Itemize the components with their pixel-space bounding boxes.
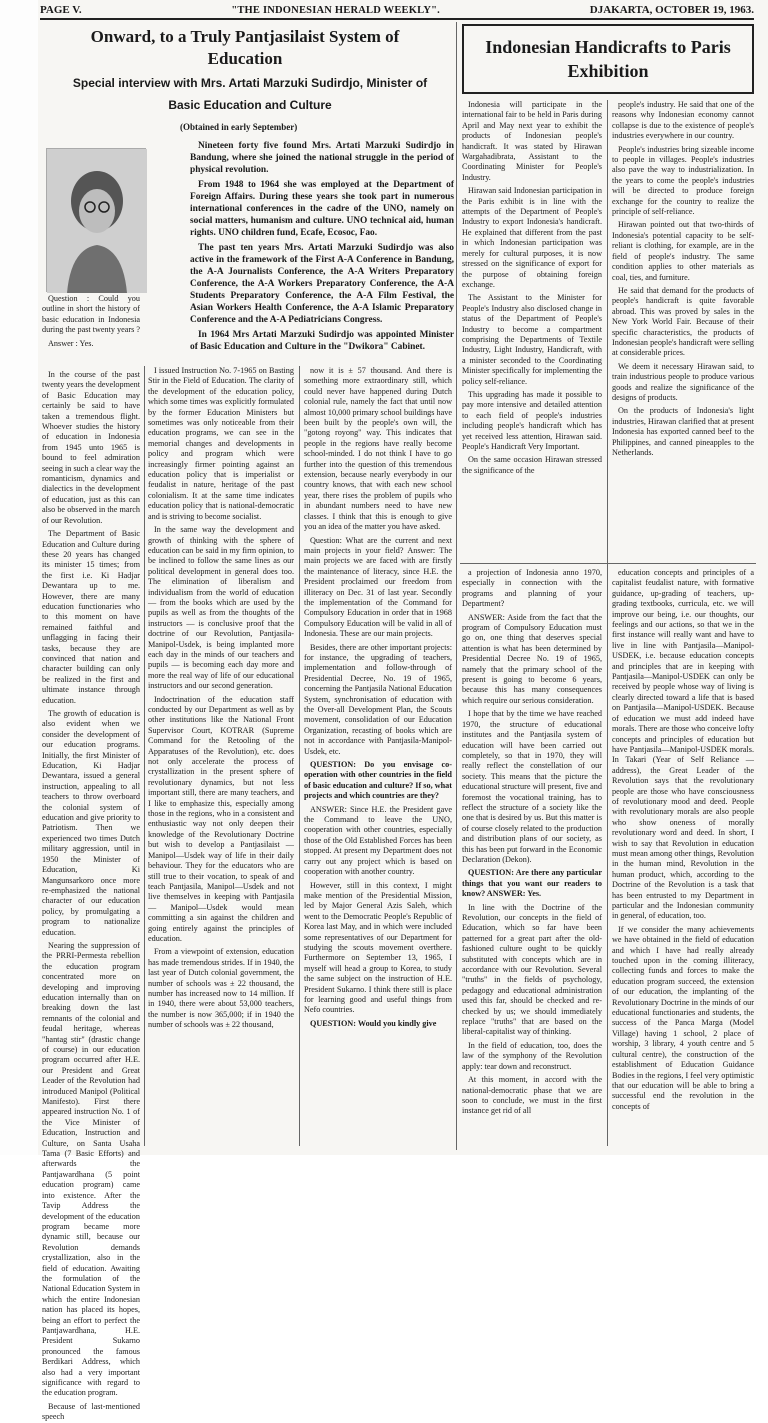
section-divider — [460, 563, 756, 564]
paragraph: Question: What are the current and next main projects in your field? Answer: The main projects we are faced with are firstly the maintenance of literacy, since H.E. the President proclaimed our freedom from illiteracy on Dec. 31 of last year. Secondly the implementation of the Command for Compulsory Education in order that in 1968 Compulsory Education will be valid in all of Indonesia. These are our main projects. — [304, 535, 452, 639]
paragraph: now it is ± 57 thousand. And there is something more extraordinary still, which could never have happened during Dutch colonial rule, namely the fact that until now almost 10,000 primary school buildings have been built by the people's own will, the "gotong royong" way. This indicates that people in the regions have really become school-minded. I do not think I have to go further into the question of this tremendous extension, because nearly everybody in our country knows, that with each new school year, there rises the problem of pupils who in abundant numbers need to have new classes. I think that this is enough to give you an idea of the matter you have asked. — [304, 366, 452, 532]
issue-date: DJAKARTA, OCTOBER 19, 1963. — [589, 4, 754, 16]
paragraph: However, still in this context, I might make mention of the Presidential Mission, led by Major General Azis Saleh, which went to the Democratic People's Republic of Korea last May, and in which were included some representatives of our Department for studying the scouts movement overthere. Furthermore on September 13, 1965, I myself will head a group to Korea, to study the same subject on the instruction of H.E. President Sukarno. I think there still is place for learning good and useful things from Nefo countries. — [304, 880, 452, 1015]
paragraph: ANSWER: Since H.E. the President gave the Command to leave the UNO, cooperation with other countries, especially those of the Old Established Forces has been stopped. At present my Department does not carry out any project which is based on cooperation with another country. — [304, 804, 452, 877]
paragraph: On the products of Indonesia's light industries, Hirawan clarified that at present Indonesia has exported canned beef to the Philippines, and canned pineapples to the Netherlands. — [612, 406, 754, 457]
paragraph: In the same way the development and growth of thinking with the sphere of education can be said in my firm opinion, to be inclined to follow the same lines as our political development in general does too. The elimination of liberalism and individualism from the world of education — from the books which are used by the pupils as well as from the thoughts of the instructors — is conclusive proof that the doctrine of our Revolution, Pantjasila-Manipol-Usdek, is being implanted more each day in the minds of our teachers and pupils — is becoming each day more and more the real way of life of our educational instructors and our second generation. — [148, 525, 294, 691]
paragraph: People's industries bring sizeable income to people in villages. People's industries also pave the way to industrialization. In the years to come the people's industries will be directed to produce foreign exchange for the country to realize the principle of self-reliance. — [612, 144, 754, 217]
paragraph: The growth of education is also evident when we consider the development of our education programs. Initially, the first Minister of Education, Ki Hadjar Dewantara, issued a general instruction, appealing to all teachers to throw overboard the colonial system of education and give priority to Patriotism. Then we experienced two times Dutch military aggression, until in 1950 the Minister of Education, Ki Mangunsarkoro once more re-emphasized the national character of our education policy, by promulgating a program to nationalize education. — [42, 709, 140, 937]
paragraph: people's industry. He said that one of the reasons why Indonesian economy cannot collapse is due to the existence of people's industries everywhere in our country. — [612, 100, 754, 141]
lede-paragraph: Nineteen forty five found Mrs. Artati Marzuki Sudirdjo in Bandung, where she joined the national struggle in the period of physical revolution. — [190, 141, 454, 175]
paragraph: The Department of Basic Education and Culture during these 20 years has changed its minister 15 times; from the first i.e. Ki Hadjar Dewantara up to me. However, there are many education functionaries who to this moment on have remained faithful and unflagging in facing their tasks, because they are convinced that nation and character building can only be realized in the first and ultimate instance through education. — [42, 529, 140, 705]
page-header — [40, 2, 754, 20]
paragraph: Indonesia will participate in the international fair to be held in Paris during April and May next year to exhibit the products of Indonesian people's handicraft. It was stated by Hirawan Wargahadibrata, Assistant to the Coordinating Minister for People's Industry. — [462, 100, 602, 182]
article1-column-2 — [148, 366, 294, 1146]
article2-title-box — [462, 24, 754, 94]
lede-paragraph: From 1948 to 1964 she was employed at the Department of Foreign Affairs. During these years she took part in numerous international conferences in the cadre of the UNO, namely on social matters, humanism and culture. UNO technical aid, human rights. UNO children fund, Ecafe, Ecosoc, Fao. — [190, 180, 454, 238]
paragraph: QUESTION: Are there any particular things that you want our readers to know? ANSWER: Yes. — [462, 868, 602, 899]
article1-column-1 — [42, 370, 141, 1422]
paragraph: In the field of education, too, does the law of the symphony of the Revolution apply: tear down and reconstruct. — [462, 1040, 602, 1071]
paragraph: In the course of the past twenty years the development of Basic Education may certainly be said to have taken a tremendous flight. Whoever studies the history of education in Indonesia from 1945 unto 1965 is bound to feel admiration seeing in such a clear way the romanticism, dynamics and dialectics in the development of education, just as this can also be observed in the march of our Revolution. — [42, 370, 140, 525]
article-note: (Obtained in early September) — [180, 122, 298, 132]
paragraph: From a viewpoint of extension, education has made tremendous strides. If in 1940, the last year of Dutch colonial government, the number of schools was ± 22 thousand, the number has increased now to 14 million. If in 1940, there were about 53,000 teachers, the number is now 365,000; if in 1940 the number of schools was ± 22 thousand, — [148, 947, 294, 1030]
paragraph: QUESTION: Do you envisage co-operation with other countries in the field of basic education and culture? If so, what projects and which countries are they? — [304, 760, 452, 801]
paragraph: I hope that by the time we have reached 1970, the structure of educational institutes and the Pantjasila system of education will have been carried out completely, so that in 1970, they will really reflect the constellation of our society. This means that the picture the educational structure will present, five and foremost the vocational training, has to reflect the structure of a society like the one that is desired by us. But this matter is of course closely related to the production and distribution plans of our society, as this has been put forward in the Economic Declaration (Dekon). — [462, 709, 602, 864]
article2-column-2 — [612, 100, 754, 560]
lede-paragraph: The past ten years Mrs. Artati Marzuki Sudirdjo was also active in the framework of the First A-A Conference in Bandung, the A-A Journalists Conference, the A-A Writers Preparatory Conference, the A-A Workers Preparatory Conference, the A-A Students Preparatory Conference, the A-A Film Festival, the Asian Workers Health Conference, the A-A Islamic Preparatory Conference and the A-A Pediatricians Congress. — [190, 243, 454, 325]
paragraph: This upgrading has made it possible to pay more intensive and detailed attention to each field of people's industries including people's handicraft which has yet received less attention, Hirawan said. People's Handicraft Very Important. — [462, 389, 602, 451]
paragraph: He said that demand for the products of people's handicraft is quite favorable abroad. This was proved by sales in the New York World Fair. Because of their specific characteristics, the products of Indonesian people's handicraft were selling at considerable prices. — [612, 285, 754, 358]
article2-title: Indonesian Handicrafts to Paris Exhibition — [485, 37, 731, 81]
paragraph: education concepts and principles of a capitalist feudalist nature, with formative guidance, up-grading of teachers, up-grading textbooks, curricula, etc. we will improve our being, i.e. our thoughts, our feelings and our actions, so that we in the first instance will really want and have to live in line with Pantjasila—Manipol-USDEK, i.e. because education concepts and principles that are in keeping with Pantjasila—Manipol-USDEK can only be received by people whose way of living is clearly directed toward a life that is based on Pantjasila—Manipol-USDEK. Because of education we must add indeed have morals. There are those who conceive lofty concepts and principles of education but have Pantjasila—Manipol-USDEK morals. In Takari (Year of Self Reliance — address), the Great Leader of the Revolution says that the revolutionary people are those who have consciousness of revolutionary mood and deed. People with revolutionary morals are also people who show oneness of morally revolutionary word and deed. In short, I wish to say that Revolution in education must mean among other things, Revolution in the human mind, Revolution in the human product, which, according to the Doctrine of the Revolution is a task that has been entrusted to my Department in particular and the Indonesian community in general, of education, too. — [612, 568, 754, 921]
column-divider — [299, 366, 300, 1146]
question-text: Question : Could you outline in short the history of basic education in Indonesia during the past twenty years ? — [42, 294, 140, 335]
paragraph: The Assistant to the Minister for People's Industry also disclosed change in status of the Department of People's Industry to become a compartment comprising the Departments of Textile Industry, Light Industry, Handicraft, with a minister seconded to the Coordinating Minister specifically for implementing the policy self-reliance. — [462, 293, 602, 386]
answer-label: Answer : Yes. — [48, 338, 94, 348]
article-lede — [190, 140, 454, 356]
page-margin — [0, 0, 38, 1155]
paragraph: Nearing the suppression of the PRRI-Permesta rebellion the education program concentrated more on developing and improving education internally than on breaking down the last remnants of the colonial and feudal heritage, whereas "hantag stir" (drastic change of course) in our education program occurred after H.E. our President and Great Leader of the Revolution had introduced Manipol (Political Manifesto). First there appeared instruction No. 1 of the Vice Minister of Education, Instruction and Culture, on Santa Usaha Tama (7 Basic Efforts) and afterwards the Pantjawardhana (5 point education program) came into existence. After the Tavip Address the development of the education program became more dynamic still, because our Revolution demands crystallization, also in the field of education. Awaiting the formulation of the National Education System in which the entire Indonesian nation has placed its hopes, being an effort to perfect the Pantjawardhana, H.E. President Sukarno pronounced the famous Berdikari Address, which also had a very important significance with regard to the education program. — [42, 940, 141, 1398]
paragraph: Indoctrination of the education staff conducted by our Department as well as by other institutions like the National Front Supervisor Court, KOTRAR (Supreme Command for the Retooling of the Apparatuses of the Revolution), etc. does not only accelerate the process of crystallization in the present sphere of revolutionary dynamics, but not less important still, there are many teachers, and I like to emphasize this, especially among those in the regions, who in a consistent and enthusiastic way not only deepen their knowledge of the Revolutionary Doctrine but wish to develop a Pantjasilaist — Manipol—Usdek way of life in their daily behaviour. They for the educators who are still true to their vocation, to speak of and teach Pantjasila, Manipol—Usdek and not live themselves in keeping with Pantjasila — Manipol—Usdek would mean committing a sin against the children and going entirely against the principles of education. — [148, 694, 294, 943]
column-divider — [144, 366, 145, 1146]
lede-paragraph: In 1964 Mrs Artati Marzuki Sudirdjo was appointed Minister of Basic Education and Culture in the "Dwikora" Cabinet. — [190, 330, 454, 352]
paragraph: Besides, there are other important projects: for instance, the upgrading of teachers, implementation and follow-through of Presidential Decree, No. 19 of 1965, concerning the Pantjasila National Education System, synchronisation of education with the Over-all Development Plan, the Scouts movement, consolidation of our Education Organization, recasting of books which are not in accordance with Pantjasila-Manipol-Usdek, etc. — [304, 642, 452, 756]
paragraph: Hirawan pointed out that two-thirds of Indonesia's potential capacity to be self-reliant is clothing, for example, are in the field of people's industry. The same condition applies to other materials as coal, ties, and furniture. — [612, 220, 754, 282]
interview-question — [42, 294, 140, 352]
paragraph: QUESTION: Would you kindly give — [310, 1018, 437, 1028]
paragraph: On the same occasion Hirawan stressed the significance of the — [462, 455, 602, 475]
article-title: Onward, to a Truly Pantjasilaist System of Education — [90, 27, 400, 68]
paragraph: I issued Instruction No. 7-1965 on Basting Stir in the Field of Education. The clarity of the development of the education policy, which some times was explicitly formulated by the former Education Ministers but sometimes was only noticeable from their education programs, we can see in the memorial changes and developments in policy and program which were increasingly firmer pointing against an education policy that is imperialist or feudalist in nature, heritage of the past colonialism. It at the same time indicates education policy that is national-democratic and is striving to become socialist. — [148, 366, 294, 521]
paragraph: Because of last-mentioned speech — [42, 1401, 140, 1422]
newspaper-name: "THE INDONESIAN HERALD WEEKLY". — [231, 5, 440, 16]
page-number: PAGE V. — [40, 4, 82, 16]
paragraph: ANSWER: Aside from the fact that the program of Compulsory Education must go on, one thing that deserves special attention is what has been determined by Presidential Decree No. 19 of 1965, namely that the primary school of the present is going to become 6 years, because this has many consequences which require our serious consideration. — [462, 612, 602, 705]
paragraph: In line with the Doctrine of the Revolution, our concepts in the field of Education, which so far have been patterned for a great part after the old-fashioned culture ought to be quickly substituted with concepts which are in accordance with our Revolution. Several "truths" in the fields of psychology, pedagogy and educational administration used this far, should be checked and re-checked by us; we should immediately replace "truths" that are based on the liberal-capitalist way of thinking. — [462, 902, 602, 1037]
paragraph: Hirawan said Indonesian participation in the Paris exhibit is in line with the attempts of the Department of People's Industry to export Indonesia's handicraft. He explained that different from the past in which Indonesian participation was merely for cultural purposes, it is now stressed on the significance of export for the purpose of obtaining foreign exchange. — [462, 186, 602, 289]
article1-continued-column-2 — [612, 568, 754, 1146]
paragraph: At this moment, in accord with the national-democratic phase that we are soon to conclude, we must in the first instance get rid of all — [462, 1075, 602, 1116]
column-divider — [607, 100, 608, 1146]
article2-column-1 — [462, 100, 602, 560]
article1-column-3 — [304, 366, 452, 1146]
paragraph: We deem it necessary Hirawan said, to train industrious people to produce various goods and realize the significance of the designs of products. — [612, 361, 754, 402]
article1-continued-column-1 — [462, 568, 602, 1146]
portrait-photo — [46, 148, 146, 292]
article-subtitle: Special interview with Mrs. Artati Marzuki Sudirdjo, Minister of Basic Education and Culture — [72, 76, 428, 112]
paragraph: a projection of Indonesia anno 1970, especially in connection with the programs and planning of your Department? — [462, 568, 602, 609]
column-divider — [456, 22, 457, 1150]
paragraph: If we consider the many achievements we have obtained in the field of education and which I have had really already touched upon in the coming illiteracy, collecting funds and forces to make the education program succeed, the extension of our education, the implanting of the Revolutionary Doctrine in the minds of our educational functionaries and students, the success of the Panca Marga (Model Village) having 1 school, 2 place of worship, 3 library, 4 youth centre and 5 cultural centre), the construction of the establishment of Education Guidance Bodies in the regions, I feel very optimistic that our education will be able to bring a successful end the revolution in the concepts of — [612, 924, 754, 1111]
